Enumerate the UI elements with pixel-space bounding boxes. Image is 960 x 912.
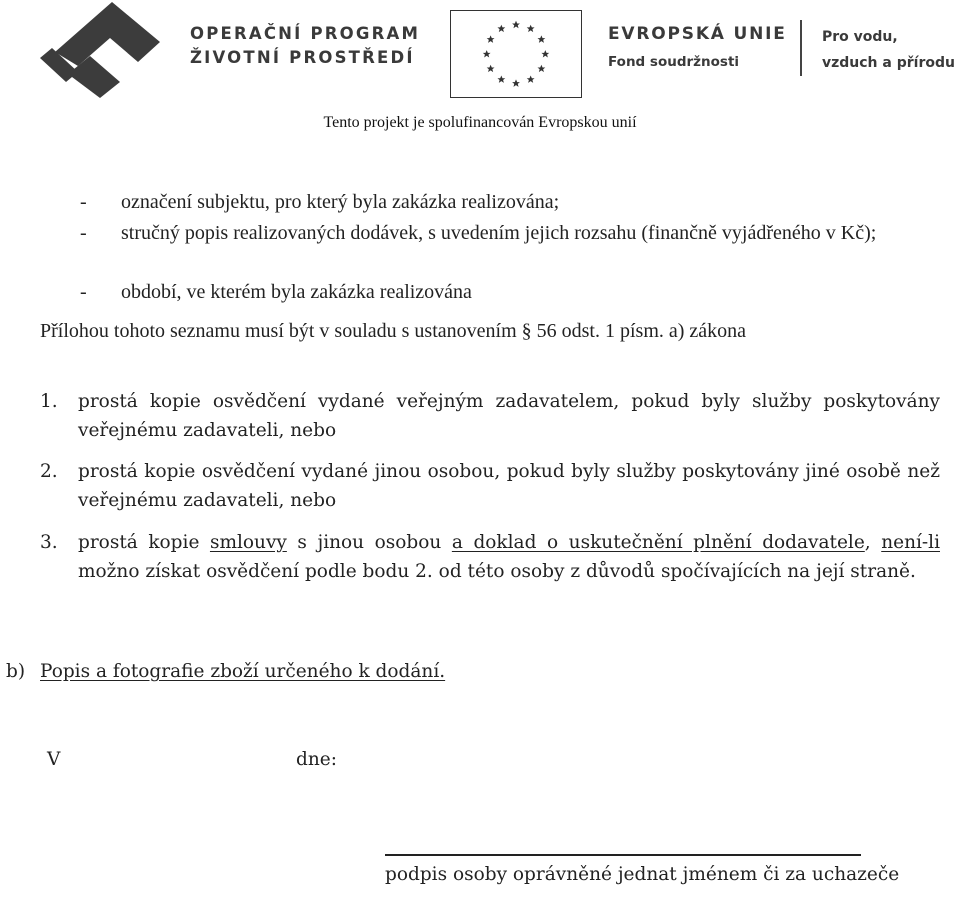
programme-name-line1: OPERAČNÍ PROGRAM bbox=[190, 24, 421, 43]
slogan-line1: Pro vodu, bbox=[822, 29, 898, 45]
list-marker: - bbox=[80, 222, 87, 244]
item-text: prostá kopie osvědčení vydané jinou osobou, pokud byly služby poskytovány jiné osobě než veřejnému zadavateli, nebo bbox=[78, 461, 940, 511]
numbered-item-3 bbox=[40, 528, 940, 586]
list-marker: - bbox=[80, 191, 87, 213]
text-run: , bbox=[864, 532, 882, 553]
underlined-text: a doklad o uskutečnění plnění dodavatele bbox=[451, 532, 865, 553]
header-divider bbox=[800, 20, 802, 76]
underlined-text: není-li bbox=[881, 532, 940, 553]
operational-programme-logo bbox=[20, 0, 180, 100]
section-heading: Popis a fotografie zboží určeného k dodání. bbox=[40, 661, 446, 682]
programme-name bbox=[190, 22, 420, 70]
eu-title: EVROPSKÁ UNIE bbox=[608, 24, 787, 44]
page-header bbox=[0, 0, 960, 140]
item-number: 2. bbox=[40, 461, 58, 482]
cofinancing-note: Tento projekt je spolufinancován Evropskou unií bbox=[323, 114, 637, 131]
list-item bbox=[80, 277, 940, 308]
item-number: 1. bbox=[40, 391, 58, 412]
item-text bbox=[78, 528, 940, 586]
text-run: možno získat osvědčení podle bodu 2. od této osoby z důvodů spočívajících na její straně. bbox=[78, 561, 916, 582]
list-item-text: označení subjektu, pro který byla zakázka realizována; bbox=[121, 191, 560, 213]
text-run: s jinou osobou bbox=[286, 532, 452, 553]
underlined-text: smlouvy bbox=[209, 532, 287, 553]
eu-label bbox=[608, 22, 787, 74]
list-item-text: stručný popis realizovaných dodávek, s uvedením jejich rozsahu (finančně vyjádřeného v Kč); bbox=[121, 222, 877, 244]
date-label: dne: bbox=[296, 749, 337, 770]
list-marker: - bbox=[80, 281, 87, 303]
text-run: prostá kopie bbox=[78, 532, 210, 553]
eu-flag-icon bbox=[450, 10, 582, 98]
appendix-paragraph: Přílohou tohoto seznamu musí být v souladu s ustanovením § 56 odst. 1 písm. a) zákona bbox=[40, 320, 747, 342]
item-text: prostá kopie osvědčení vydané veřejným zadavatelem, pokud byly služby poskytovány veřejnému zadavateli, nebo bbox=[78, 391, 940, 441]
eu-fund: Fond soudržnosti bbox=[608, 54, 740, 70]
place-label: V bbox=[47, 749, 61, 770]
signature-caption: podpis osoby oprávněné jednat jménem či za uchazeče bbox=[385, 864, 900, 885]
slogan-line2: vzduch a přírodu bbox=[822, 55, 955, 71]
list-item bbox=[80, 187, 940, 218]
signature-line bbox=[385, 854, 861, 856]
programme-name-line2: ŽIVOTNÍ PROSTŘEDÍ bbox=[190, 48, 415, 67]
section-label: b) bbox=[6, 661, 26, 682]
slogan bbox=[822, 24, 955, 76]
numbered-item-2 bbox=[40, 457, 940, 515]
item-number: 3. bbox=[40, 532, 58, 553]
list-item-text: období, ve kterém byla zakázka realizována bbox=[121, 281, 472, 303]
numbered-item-1 bbox=[40, 387, 940, 445]
list-item bbox=[80, 218, 940, 249]
